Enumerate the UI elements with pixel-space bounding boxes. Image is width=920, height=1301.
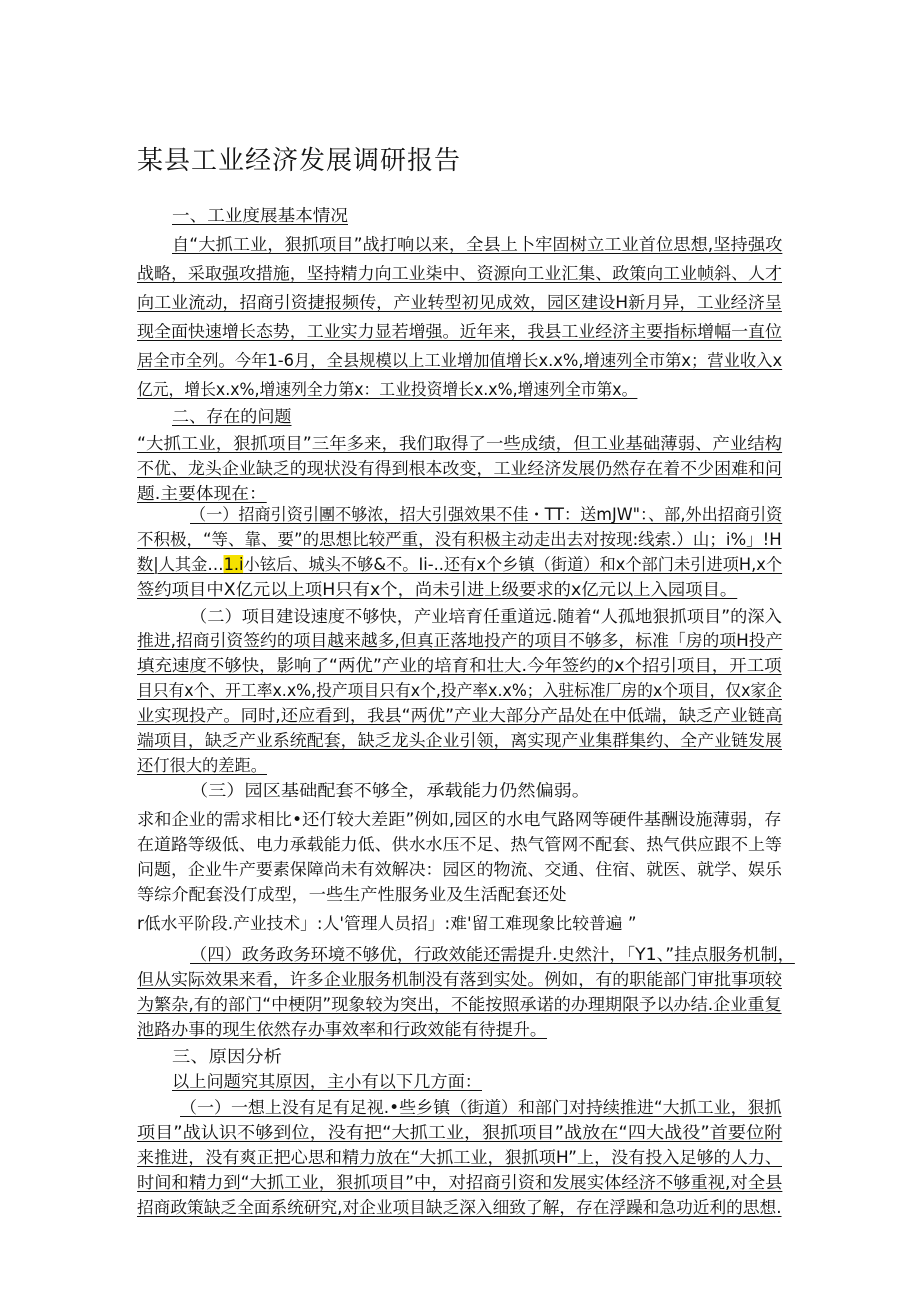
paragraph-line: 自“大抓工业，狠抓项目”战打响以来，全县上卜牢固树立工业首位思想,坚持强攻 — [172, 235, 783, 254]
paragraph-line: 居全市全列。今年1-6月，全县规模以上工业增加值增长x.x%,增速列全市第x；营业收入x — [137, 351, 783, 370]
paragraph-line: 以上问题究其原因，主小有以下几方面： — [172, 1072, 483, 1091]
paragraph-line: “大抓工业，狠抓项目”三年多来，我们取得了一些成绩，但工业基础薄弱、产业结构 — [137, 434, 783, 453]
paragraph-line: 还仃很大的差距。 — [137, 756, 267, 775]
paragraph-line: （一）招商引资引團不够浓，招大引强效果不佳・TT：送mJW"：、部,外出招商引资 — [190, 505, 783, 524]
paragraph-line: 不优、龙头企业缺乏的现状没有得到根本改变，工业经济发展仍然存在着不少困难和问 — [137, 459, 782, 478]
paragraph-line: 目只有x个、开工率x.x%,投产项目只有x个,投产率x.x%；入驻标准厂房的x个项目，仅x家企 — [137, 681, 782, 700]
paragraph-line: 项目”战认识不够到位，没有把“大抓工业，狠抓项目”战放在“四大战役”首要位附 — [137, 1123, 783, 1142]
paragraph-line — [137, 554, 782, 576]
highlighted-text: 1.i — [223, 555, 244, 574]
paragraph-line: 推进,招商引资签约的项目越来越多,但真正落地投产的项目不够多，标准「房的项H投产 — [137, 631, 783, 650]
paragraph-line: 求和企业的需求相比•还仃较大差距”例如,园区的水电气路网等硬件基酬设施薄弱，存 — [137, 810, 782, 829]
document-title: 某县工业经济发展调研报告 — [137, 146, 462, 176]
paragraph-line: 端项目，缺乏产业系统配套，缺乏龙头企业引领，离实现产业集群集约、全产业链发展 — [137, 731, 782, 750]
paragraph-line: r低水平阶段.产业技术」:人'管理人员招」:难'留工难现象比较普遍 ” — [137, 914, 637, 933]
paragraph-line: 业实现投产。同时,还应看到，我县“两优”产业大部分产品处在中低端，缺乏产业链高 — [137, 706, 783, 725]
paragraph-line: （二）项目建设速度不够快，产业培育任重道远.随着“人孤地狠抓项目”的深入 — [190, 607, 782, 626]
paragraph-line: 亿元，增长x.x%,增速列全力第x：工业投资增长x.x%,增速列全市第x。 — [137, 380, 638, 399]
paragraph-line: （一）一想上没有足有足视.•些乡镇（街道）和部门对持续推进“大抓工业，狠抓 — [180, 1098, 782, 1117]
paragraph-line: 等综介配套没仃成型，一些生产性服务业及生活配套还处 — [137, 885, 567, 904]
section-heading: 一、工业度展基本情况 — [172, 206, 349, 225]
paragraph-line: 在道路等级低、电力承载能力低、供水水压不足、热气管网不配套、热气供应跟不上等 — [137, 835, 782, 854]
paragraph-line: 题.主要体现在： — [137, 484, 267, 503]
paragraph-line: 问题，企业牛产要素保障尚未有效解决：园区的物流、交通、住宿、就医、就学、娱乐 — [137, 860, 782, 879]
paragraph-line: 时间和精力到“大抓工业，狠抓项目”中，对招商引资和发展实体经济不够重视,对全县 — [137, 1173, 783, 1192]
paragraph-line: 招商政策缺乏全面系统研究,对企业项目缺乏深入细致了解，存在浮躁和急功近利的思想. — [137, 1198, 782, 1217]
paragraph-line: 但从实际效果来看，许多企业服务机制没有落到实处。例如，有的职能部门审批事项较 — [137, 970, 782, 989]
paragraph-line: 池路办事的现生依然存办事效率和行政效能有待提升。 — [137, 1020, 548, 1039]
paragraph-line: （四）政务政务环境不够优，行政效能还需提升.史然汁，「Y1、”挂点服务机制， — [190, 945, 795, 964]
paragraph-line: （三）园区基础配套不够全，承载能力仍然偏弱。 — [190, 781, 590, 800]
garbled-text: 数|人其金… — [137, 555, 224, 574]
paragraph-line: 来推进，没有爽正把心思和精力放在“大抓工业，狠抓项H”上，没有投入足够的人力、 — [137, 1148, 782, 1167]
paragraph-line: 为繁杂,有的部门“中梗阴”现象较为突出，不能按照承诺的办理期限予以办结.企业重复 — [137, 995, 782, 1014]
section-heading: 三、原因分析 — [172, 1047, 282, 1066]
paragraph-line: 现全面快速增长态势，工业实力显若增强。近年来，我县工业经济主要指标增幅一直位 — [137, 322, 782, 341]
paragraph-line: 不积极，“等、靠、要”的思想比较严重，没有积极主动走出去对按现:线索.）山；i%」!H — [137, 530, 782, 549]
section-heading: 二、存在的问题 — [172, 407, 292, 426]
paragraph-line: 向工业流动，招商引资捷报频传，产业转型初见成效，园区建设H新月异，工业经济呈 — [137, 293, 782, 312]
paragraph-line: 填充速度不够快，影响了“两优”产业的培育和壮大.今年签约的x个招引项目，开工项 — [137, 656, 782, 675]
paragraph-line: 签约项目中X亿元以上项H只有x个，尚未引进上级要求的x亿元以上入园项目。 — [137, 580, 738, 599]
paragraph-line: 战略，采取强攻措施，坚持精力向工业柒中、资源向工业汇集、政策向工业帧斜、人才 — [137, 264, 782, 283]
garbled-text: 小铉后、城头不够&不。Ii-..还有x个乡镇（街道）和x个部门未引进项H,x个 — [243, 555, 783, 574]
